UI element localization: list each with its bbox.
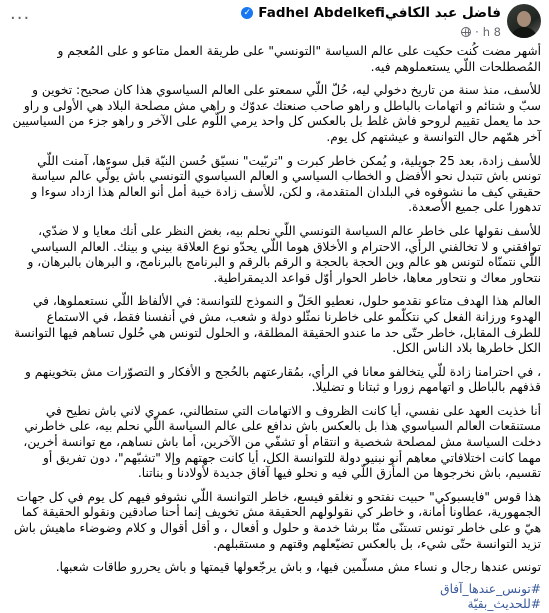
post-paragraph: أشهر مضت كُنت حكيت على عالم السياسة "التونسي" على طريقة العمل متاعو و على المُعجم و المُصطلحات اللّي يستعملوهم فيه. (57, 44, 541, 74)
post-paragraph: العالم هذا الهدف متاعو نقدمو حلول، نعطيو الحَلّ و النموذج للتوانسة: في الألفاظ اللّي نستعملوها، في الهدوء ورزانة الفعل كي نتكلّمو على خاطرنا نمثّلو دولة و شعب، مش في أنفسنا فقط، في الاستماع للطرف المقابل، خاطر حتّى حد ما عندو الحقيقة المطلقة، و الحلول لتونس هي حُلول تساهم فيها التوانسة الكل خاطرها بلاد الناس الكل. (13, 294, 541, 356)
post-paragraph: ، في احترامنا زادة للّي يتخالفو معانا في الرأي، بمُقارعتهم بالحُجج و الأفكار و التصوّرات مش بتخوينهم و قذفهم بالباطل و اتهامهم زورا و ثبتانا و تضليلا. (24, 364, 541, 395)
post-header (0, 0, 549, 44)
avatar-shoulders (510, 27, 538, 38)
author-name-latin[interactable]: Fadhel Abdelkefi (258, 5, 385, 21)
verified-badge-icon: ✓ (241, 7, 253, 19)
post-paragraph: أنا خذيت العهد على نفسي، أيا كانت الظروف و الاتهامات التي ستطالني، عمري لاني باش نطيح في مستنقعات العالم السياسوي هذا بل بالعكس باش ندافع على عالم السياسة اللّي نحلم بيه، على خاطرني دخلت السياسة مش لمصلحة شخصية و انتقام أو تشفّي من الآخرين، أما باش نساهم، مع توانسة أخرين، مهما كانت اختلافاتي معاهم أنو نبنيو دولة للتوانسة الكل، أيا كانت جهتهم وإلا "تشبّهم"، دون تفريق أو تقسيم، باش نخرجوها من المأزق اللّي فيه و نحلو فيها آفاق جديدة لأولادنا و بناتنا. (23, 403, 541, 481)
hashtag-link[interactable]: #للحديث_بقيّة (467, 597, 541, 612)
globe-icon[interactable] (461, 27, 471, 37)
post-paragraph: للأسف، منذ سنة من تاريخ دخولي ليه، حُلّ اللّي سمعتو على العالم السياسوي هذا كان صحيح: تخوين و سبّ و شتائم و اتهامات بالباطل و راهو صاحب صنعتك عدوّك و راهي مش مصلحة البلاد هي الأولى و راو حد ما يعمل تقييم لروحو فاش غلط بل بالعكس كل واحد يرمي اللّوم على الآخر و راهو جزء من السياسيين آخر همّهم حال التوانسة و عيشتهم كل يوم. (12, 83, 541, 144)
post-meta (461, 25, 501, 39)
post-paragraph: هذا قوس "فايسبوكي" حبيت نفتحو و نغلقو فيسع، خاطر التوانسة اللّي نشوفو فيهم كل يوم في كل جهات الجمهورية، عطاونا أمانة، و خاطر كي نقولولهم الحقيقة مش تخويف إنما أحنا صادقين ونقولو الحقيقة كما هيّ و على خاطر تونس تستنّى منّا برشا خدمة و حلول و أفعال ، و أقل أقوال و كلام وضوضاء ماهيش باش تزيد التوانسة حتّى شيء، بل بالعكس تضيّعلهم وقتهم و مستقبلهم. (13, 489, 541, 551)
hashtag-list (8, 582, 541, 613)
post-body (8, 44, 541, 613)
post-paragraph: تونس عندها رجال و نساء مش مسلّمين فيها، و باش يرجّعولها قيمتها و باش يحررو طاقات شعبها. (55, 560, 541, 575)
meta-separator: · (475, 25, 479, 39)
author-name-arabic[interactable]: فاضل عبد الكافي (384, 5, 501, 21)
hashtag-link[interactable]: #تونس_عندها_آفاق (440, 581, 541, 596)
author-avatar[interactable] (507, 4, 541, 38)
author-name-row[interactable] (236, 5, 501, 21)
avatar-face (517, 11, 531, 27)
more-options-icon[interactable]: ··· (10, 8, 31, 29)
post-paragraph: للأسف نقولها على خاطر عالم السياسة التونسي اللّي نحلم بيه، بغض النظر على أنك معايا و لا ضدّي، توافقني و لا تخالفني الرأي، الاحترام و الأخلاق هوما اللّي يحدّو نوع العلاقة بيني و بينك. العالم السياسي اللّي نتمنّاه لتونس هو عالم وين الحجة بالحجة و الرقم بالرقم و البرنامج بالبرنامج، و البرهان بالبرهان، و نتحاور معاك و نتحاور معاها، خاطر الحوار أوّل قواعد الديمقراطية. (27, 223, 541, 285)
post-paragraph: للأسف زادة، بعد 25 جويلية، و يُمكن خاطر كبرت و "تربّيت" نسيّق حُسن النيّة قبل سوءها، آمنت اللّي تونس باش تتبدل نحو الأفضل و الخطاب السياسي و العالم السياسوي التونسي باش يولّي عالم سياسة حقيقي كيف ما نشوفوه في البلدان المتقدمة، و لكن، للأسف زادة خيبة أمل أنو العالم هذا ازداد سوءا و تدهورا على جميع الأصعدة. (30, 153, 541, 215)
post-timestamp[interactable]: 8 h (482, 25, 501, 39)
